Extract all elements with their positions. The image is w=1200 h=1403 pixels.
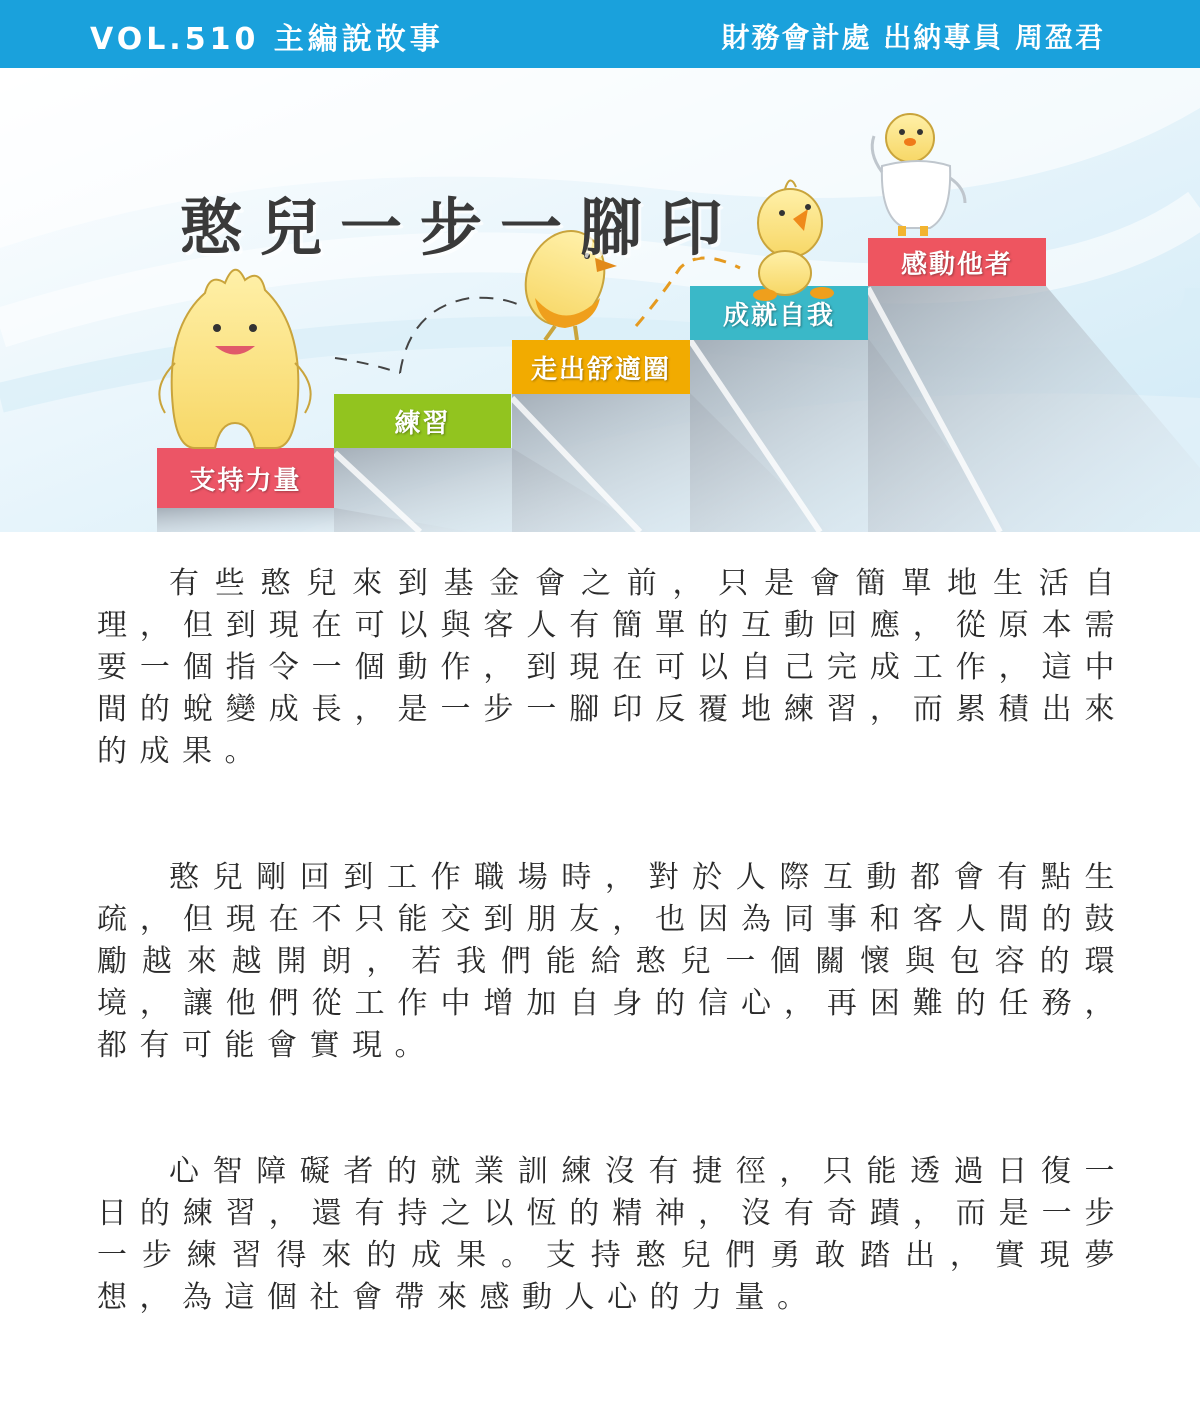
step-label-comfort-zone: 走出舒適圈 [530,354,671,385]
step-label-support: 支持力量 [189,465,302,496]
article-body [97,563,1127,1403]
step-label-practice: 練習 [394,408,451,439]
hero-title: 憨兒一步一腳印 [180,191,741,264]
header-bar [0,0,1200,68]
step-label-self-achievement: 成就自我 [722,300,835,331]
issue-title: VOL.510 主編說故事 [90,22,444,57]
article-paragraph-1: 有些憨兒來到基金會之前，只是會簡單地生活自理，但到現在可以與客人有簡單的互動回應，從原本需要一個指令一個動作，到現在可以自己完成工作，這中間的蛻變成長，是一步一腳印反覆地練習，而累積出來的成果。 [97,566,1127,769]
article-paragraph-3: 心智障礙者的就業訓練沒有捷徑，只能透過日復一日的練習，還有持之以恆的精神，沒有奇蹟，而是一步一步練習得來的成果。支持憨兒們勇敢踏出，實現夢想，為這個社會帶來感動人心的力量。 [97,1154,1127,1315]
author-byline: 財務會計處 出納專員 周盈君 [721,21,1105,54]
hero-illustration [0,68,1200,532]
step-label-inspire-others: 感動他者 [900,249,1013,280]
article-paragraph-2: 憨兒剛回到工作職場時，對於人際互動都會有點生疏，但現在不只能交到朋友，也因為同事和客人間的鼓勵越來越開朗，若我們能給憨兒一個關懷與包容的環境，讓他們從工作中增加自身的信心，再困難的任務，都有可能會實現。 [97,860,1127,1063]
